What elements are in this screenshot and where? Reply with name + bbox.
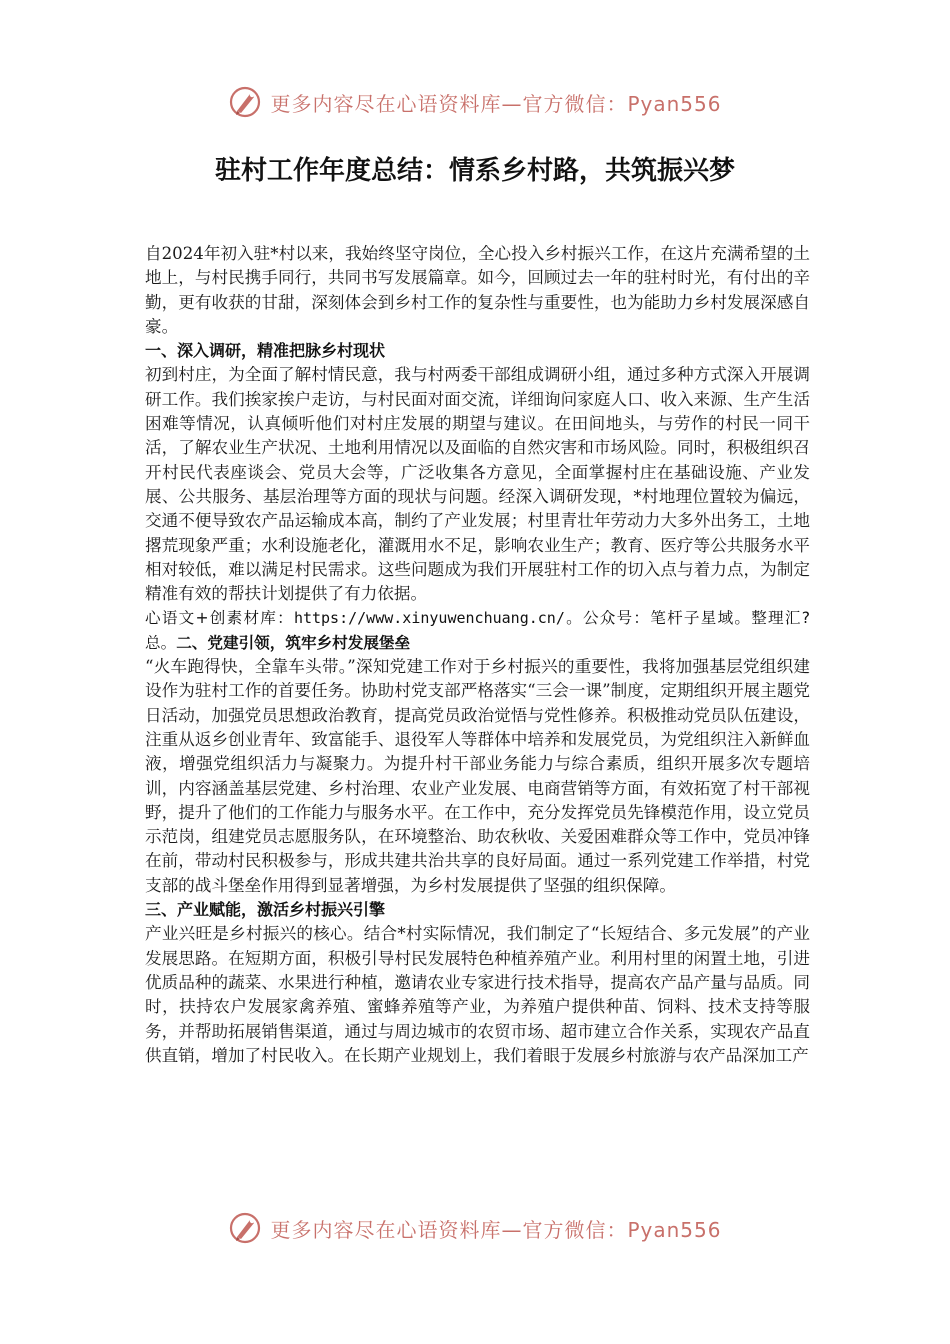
document-title: 驻村工作年度总结：情系乡村路，共筑振兴梦 [214,156,735,186]
section-1-paragraph: 初到村庄，为全面了解村情民意，我与村两委干部组成调研小组，通过多种方式深入开展调研工作。我们挨家挨户走访，与村民面对面交流，详细询问家庭人口、收入来源、生产生活困难等情况，认真倾听他们对村庄发展的期望与建议。在田间地头，与劳作的村民一同干活，了解农业生产状况、土地利用情况以及面临的自然灾害和市场风险。同时，积极组织召开村民代表座谈会、党员大会等，广泛收集各方意见，全面掌握村庄在基础设施、产业发展、公共服务、基层治理等方面的现状与问题。经深入调研发现，*村地理位置较为偏远，交通不便导致农产品运输成本高，制约了产业发展；村里青壮年劳动力大多外出务工，土地撂荒现象严重；水利设施老化，灌溉用水不足，影响农业生产；教育、医疗等公共服务水平相对较低，难以满足村民需求。这些问题成为我们开展驻村工作的切入点与着力点，为制定精准有效的帮扶计划提供了有力依据。 [145,365,810,604]
promo-prefix: 心语文+创素材库： [145,609,294,628]
watermark-footer [0,1208,950,1248]
section-2-paragraph: “火车跑得快，全靠车头带。”深知党建工作对于乡村振兴的重要性，我将加强基层党组织建设作为驻村工作的首要任务。协助村党支部严格落实“三会一课”制度，定期组织开展主题党日活动，加强党员思想政治教育，提高党员政治觉悟与党性修养。积极推动党员队伍建设，注重从返乡创业青年、致富能手、退役军人等群体中培养和发展党员，为党组织注入新鲜血液，增强党组织活力与凝聚力。为提升村干部业务能力与综合素质，组织开展多次专题培训，内容涵盖基层党建、乡村治理、农业产业发展、电商营销等方面，有效拓宽了村干部视野，提升了他们的工作能力与服务水平。在工作中，充分发挥党员先锋模范作用，设立党员示范岗，组建党员志愿服务队，在环境整治、助农秋收、关爱困难群众等工作中，党员冲锋在前，带动村民积极参与，形成共建共治共享的良好局面。通过一系列党建工作举措，村党支部的战斗堡垒作用得到显著增强，为乡村发展提供了坚强的组织保障。 [145,657,810,895]
section-1-heading: 一、深入调研，精准把脉乡村现状 [145,341,386,361]
section-3-paragraph: 产业兴旺是乡村振兴的核心。结合*村实际情况，我们制定了“长短结合、多元发展”的产业发展思路。在短期方面，积极引导村民发展特色种植养殖产业。利用村里的闲置土地，引进优质品种的蔬菜、水果进行种植，邀请农业专家进行技术指导，提高农产品产量与品质。同时，扶持农户发展家禽养殖、蜜蜂养殖等产业，为养殖户提供种苗、饲料、技术支持等服务，并帮助拓展销售渠道，通过与周边城市的农贸市场、超市建立合作关系，实现农产品直供直销，增加了村民收入。在长期产业规划上，我们着眼于发展乡村旅游与农产品深加工产 [145,924,810,1065]
document-body [145,242,810,1068]
promo-url-link[interactable]: https://www.xinyuwenchuang.cn/ [293,609,565,628]
section-3-heading: 三、产业赋能，激活乡村振兴引擎 [145,900,386,920]
intro-paragraph: 自2024年初入驻*村以来，我始终坚守岗位，全心投入乡村振兴工作，在这片充满希望的土地上，与村民携手同行，共同书写发展篇章。如今，回顾过去一年的驻村时光，有付出的辛勤，更有收获的甘甜，深刻体会到乡村工作的复杂性与重要性，也为能助力乡村发展深感自豪。 [145,244,810,336]
watermark-text: 更多内容尽在心语资料库—官方微信：Pyan556 [270,91,722,116]
pen-circle-logo-icon [228,1211,262,1245]
promo-line [145,606,810,655]
pen-circle-logo-icon [228,85,262,119]
watermark-text: 更多内容尽在心语资料库—官方微信：Pyan556 [270,1217,722,1242]
watermark-header [0,82,950,122]
section-2-heading: 二、党建引领，筑牢乡村发展堡垒 [176,633,411,652]
promo-suffix: 。公众号：笔杆子星域。整理汇?总。 [145,609,810,652]
